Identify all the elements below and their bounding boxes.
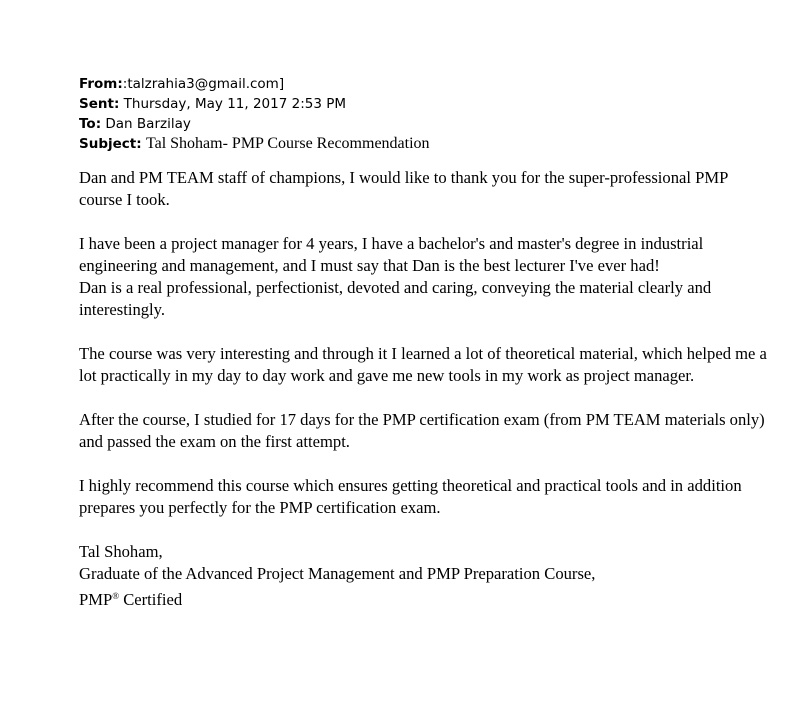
- body-paragraph-recommendation: I highly recommend this course which ensures getting theoretical and practical tools and in addition prepares you perfectly for the PMP certification exam.: [79, 476, 742, 517]
- body-paragraph-course: The course was very interesting and through it I learned a lot of theoretical material, which helped me a lot practically in my day to day work and gave me new tools in my work as project manager.: [79, 344, 767, 385]
- body-paragraph-about-dan: Dan is a real professional, perfectionist, devoted and caring, conveying the material clearly and interestingly.: [79, 278, 712, 319]
- signature-name: Tal Shoham,: [79, 542, 163, 561]
- email-message: [79, 74, 769, 611]
- from-line: [79, 74, 769, 94]
- sent-line: [79, 94, 769, 114]
- from-value: :talzrahia3@gmail.com]: [122, 76, 285, 92]
- subject-line: [79, 134, 769, 154]
- from-label: From:: [79, 76, 123, 92]
- sent-label: Sent:: [79, 96, 120, 112]
- to-label: To:: [79, 116, 102, 132]
- body-paragraph-thanks: Dan and PM TEAM staff of champions, I would like to thank you for the super-professional PMP course I took.: [79, 168, 728, 209]
- signature: [79, 541, 769, 611]
- sent-value: Thursday, May 11, 2017 2:53 PM: [123, 96, 347, 112]
- to-line: [79, 114, 769, 134]
- cert-suffix: Certified: [119, 590, 183, 609]
- subject-value: Tal Shoham- PMP Course Recommendation: [145, 135, 430, 152]
- body-paragraph-exam: After the course, I studied for 17 days for the PMP certification exam (from PM TEAM materials only) and passed the exam on the first attempt.: [79, 410, 765, 451]
- email-headers: [79, 74, 769, 154]
- body-paragraph-background: I have been a project manager for 4 years, I have a bachelor's and master's degree in industrial engineering and management, and I must say that Dan is the best lecturer I've ever had!: [79, 234, 704, 275]
- to-value: Dan Barzilay: [105, 116, 191, 132]
- signature-certification: [79, 585, 769, 611]
- signature-title: Graduate of the Advanced Project Management and PMP Preparation Course,: [79, 564, 596, 583]
- subject-label: Subject:: [79, 136, 142, 152]
- registered-mark: ®: [112, 591, 120, 601]
- email-body: [79, 167, 769, 611]
- cert-prefix: PMP: [79, 590, 113, 609]
